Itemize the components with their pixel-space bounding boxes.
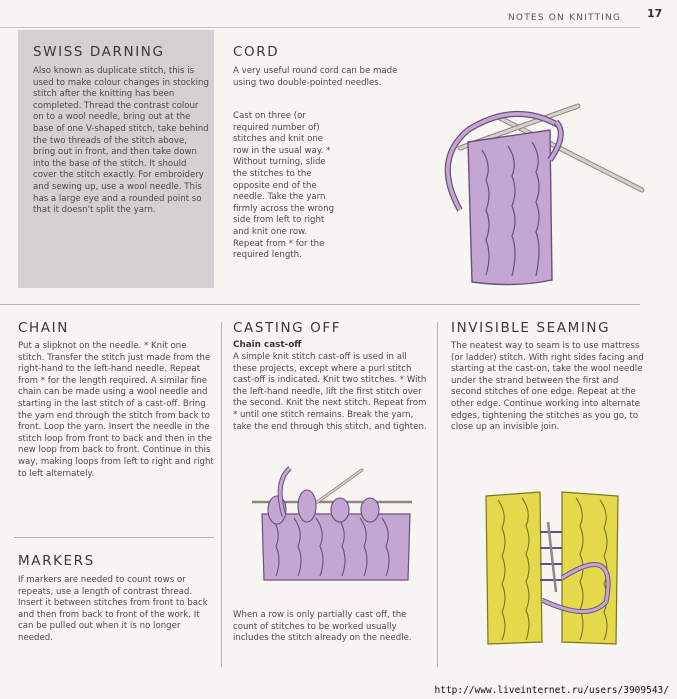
casting-off-title: CASTING OFF (233, 320, 342, 336)
casting-off-body: A simple knit stitch cast-off is used in all these projects, except where a purl stitch cast-off is indicated. Knit two stitches. * With the left-hand needle, lift the first stitch over the second. Knit the next stitch. Repeat from * until one stitch remains. Break the yarn, take the end through this stitch, and tighten. (233, 352, 427, 432)
watermark-url: http://www.liveinternet.ru/users/3909543/ (434, 685, 669, 696)
swiss-darning-title: SWISS DARNING (33, 44, 165, 60)
invisible-seaming-illustration (478, 482, 628, 652)
casting-off-illustration (232, 462, 430, 597)
cord-intro: A very useful round cord can be made using two double-pointed needles. (233, 66, 398, 88)
cord-title: CORD (233, 44, 280, 60)
chain-title: CHAIN (18, 320, 69, 336)
cord-illustration (420, 90, 650, 295)
invisible-seaming-title: INVISIBLE SEAMING (451, 320, 611, 336)
header-rule (0, 27, 640, 28)
swiss-darning-body: Also known as duplicate stitch, this is used to make colour changes in stocking stitch after the knitting has been completed. Thread the contrast colour on to a wool needle, bring out at the base of one V-shaped stitch, take behind the two threads of the stitch above, bring out in front, and then take down into the base of the stitch. It should cover the stitch exactly. For embroidery and sewing up, use a wool needle. This has a large eye and a rounded point so that it doesn't split the yarn. (33, 66, 209, 216)
running-title: NOTES ON KNITTING (508, 13, 622, 23)
chain-body: Put a slipknot on the needle. * Knit one stitch. Transfer the stitch just made from the right-hand to the left-hand needle. Repeat from * for the length required. A similar fine chain can be made using a wool needle and starting in the last stitch of a cast-off. Bring the yarn end through the stitch from back to front. Loop the yarn. Insert the needle in the stitch loop from front to back and then in the new loop from back to front. Continue in this way, making loops from left to right and right to left alternately. (18, 341, 214, 479)
cord-steps: Cast on three (or required number of) stitches and knit one row in the usual way. * Without turning, slide the stitches to the opposite end of the needle. Take the yarn firmly across the wrong side from left to right and knit one row. Repeat from * for the required length. (233, 111, 335, 261)
markers-title: MARKERS (18, 553, 95, 569)
upper-divider (0, 304, 640, 305)
page-number: 17 (647, 7, 663, 20)
markers-divider (14, 537, 214, 538)
column-divider-1 (221, 322, 222, 667)
invisible-seaming-body: The neatest way to seam is to use mattress (or ladder) stitch. With right sides facing and starting at the cast-on, take the wool needle under the strand between the first and second stitches of one edge. Repeat at the other edge. Continue working into alternate edges, tightening the stitches as you go, to close up an invisible join. (451, 341, 644, 433)
casting-off-subtitle: Chain cast-off (233, 340, 302, 350)
casting-off-note: When a row is only partially cast off, the count of stitches to be worked usually includes the stitch already on the needle. (233, 610, 412, 644)
markers-body: If markers are needed to count rows or repeats, use a length of contrast thread. Insert it between stitches from front to back and then from back to front of the work. It can be pulled out when it is no longer needed. (18, 575, 208, 643)
column-divider-2 (437, 322, 438, 667)
